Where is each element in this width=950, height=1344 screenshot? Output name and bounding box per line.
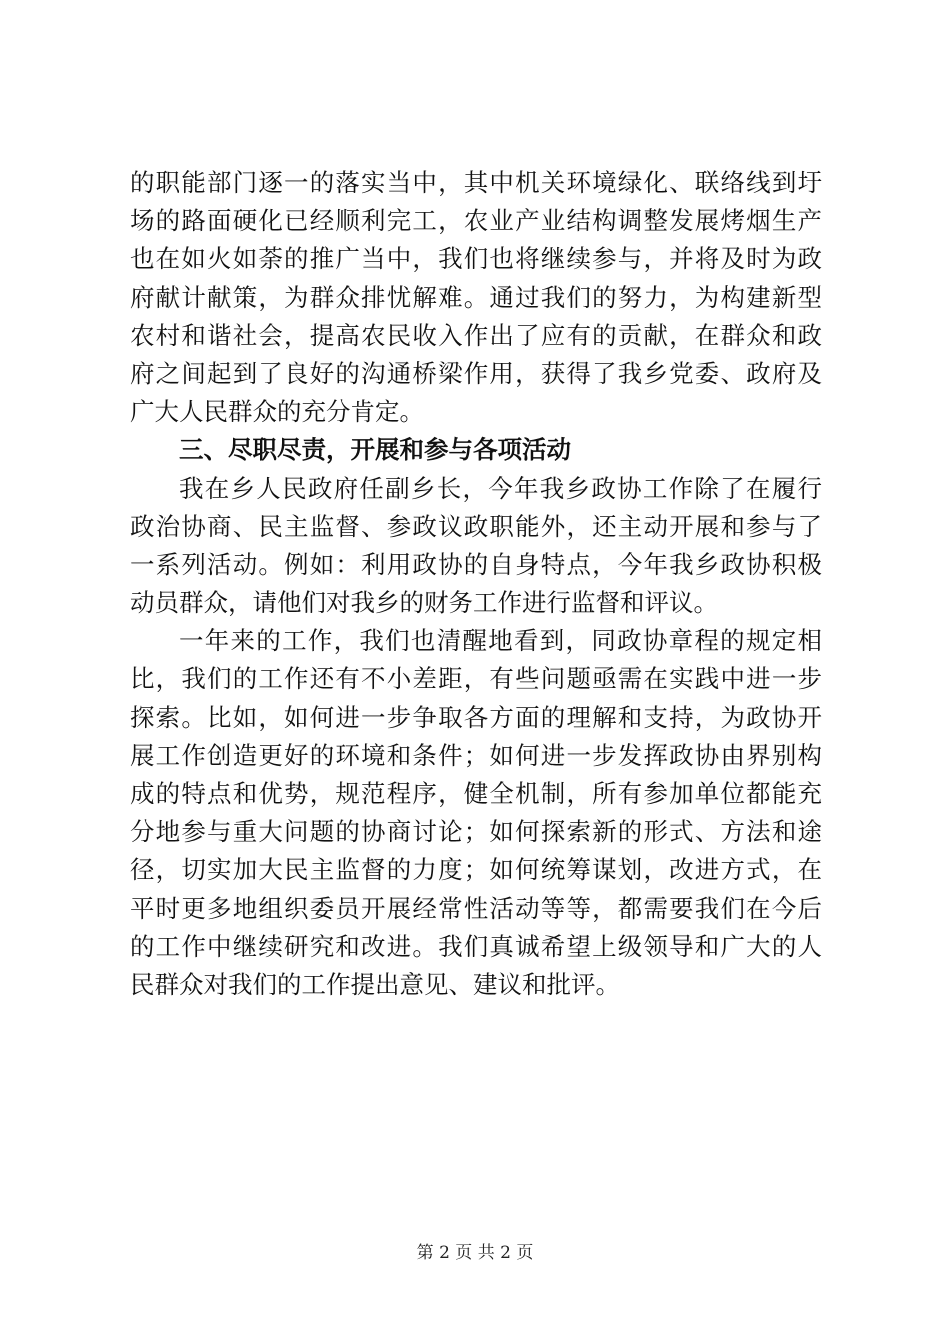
body-line: 政治协商、民主监督、参政议政职能外，还主动开展和参与了 [130,511,822,541]
body-line: 府之间起到了良好的沟通桥梁作用，获得了我乡党委、政府及 [130,358,822,388]
body-line: 场的路面硬化已经顺利完工，农业产业结构调整发展烤烟生产 [130,206,822,236]
body-line: 成的特点和优势，规范程序，健全机制，所有参加单位都能充 [130,779,822,808]
paragraph-first-line: 一年来的工作，我们也清醒地看到，同政协章程的规定相 [179,626,822,656]
body-line: 一系列活动。例如：利用政协的自身特点，今年我乡政协积极 [130,549,822,579]
body-line: 广大人民群众的充分肯定。 [130,397,424,427]
body-line: 府献计献策，为群众排忧解难。通过我们的努力，为构建新型 [130,282,822,312]
body-line: 探索。比如，如何进一步争取各方面的理解和支持，为政协开 [130,702,822,732]
document-body [130,164,822,1004]
body-line: 平时更多地组织委员开展经常性活动等等，都需要我们在今后 [130,893,822,923]
body-line: 的工作中继续研究和改进。我们真诚希望上级领导和广大的人 [130,931,822,961]
body-line: 农村和谐社会，提高农民收入作出了应有的贡献，在群众和政 [130,320,822,350]
body-line: 民群众对我们的工作提出意见、建议和批评。 [130,969,620,999]
page-footer: 第 2 页 共 2 页 [416,1243,534,1263]
body-line: 分地参与重大问题的协商讨论；如何探索新的形式、方法和途 [130,817,822,847]
body-line: 的职能部门逐一的落实当中，其中机关环境绿化、联络线到圩 [130,168,822,197]
section-heading: 三、尽职尽责，开展和参与各项活动 [179,435,571,465]
body-line: 动员群众，请他们对我乡的财务工作进行监督和评议。 [130,588,718,618]
paragraph-first-line: 我在乡人民政府任副乡长，今年我乡政协工作除了在履行 [179,473,822,503]
body-line: 径，切实加大民主监督的力度；如何统筹谋划，改进方式，在 [130,855,822,885]
body-line: 展工作创造更好的环境和条件；如何进一步发挥政协由界别构 [130,740,822,770]
body-line: 比，我们的工作还有不小差距，有些问题亟需在实践中进一步 [130,664,822,694]
body-line: 也在如火如荼的推广当中，我们也将继续参与，并将及时为政 [130,244,822,274]
